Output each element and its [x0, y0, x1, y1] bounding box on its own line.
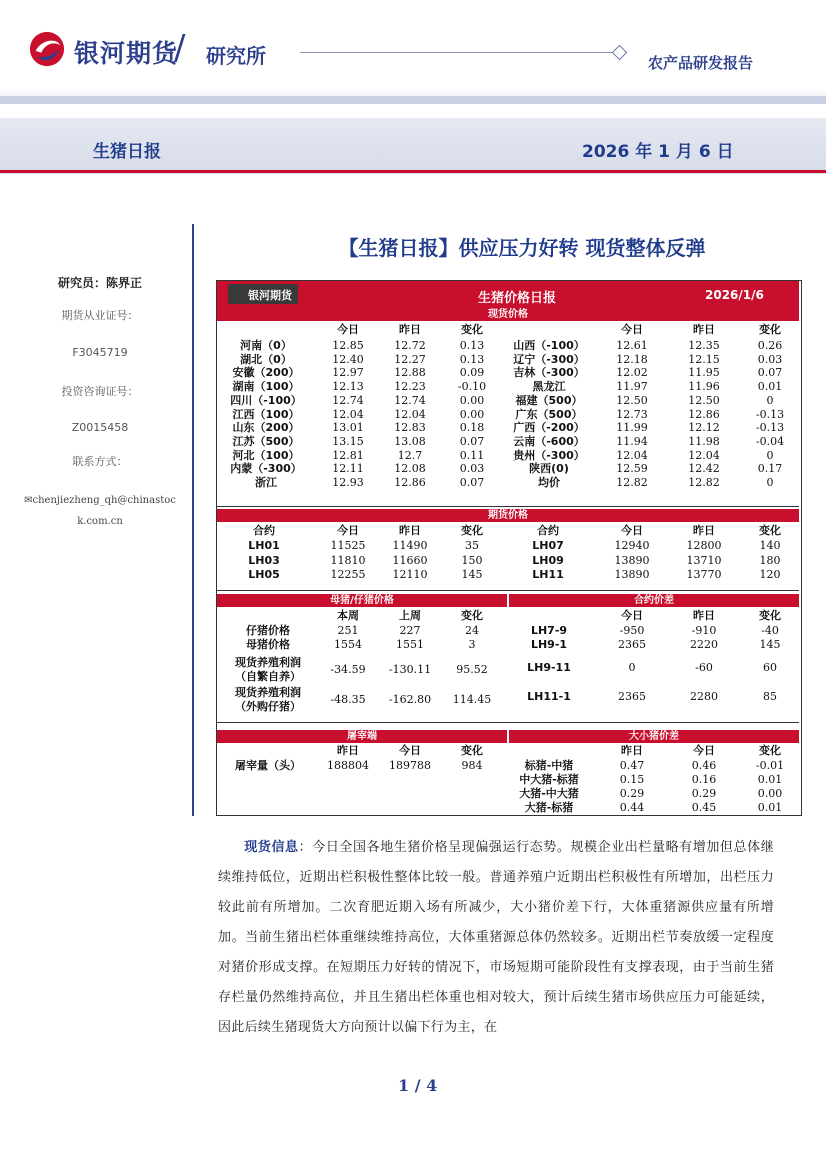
spot-value: 12.74 [394, 393, 426, 407]
institute-name: 研究所 [206, 44, 266, 68]
spot-value: 12.59 [616, 462, 648, 476]
futures-value: LH01 [248, 539, 280, 552]
spot-value: 0.01 [757, 380, 783, 394]
brand-name: 银河期货 [74, 39, 179, 68]
size-col-header: 今日 [693, 744, 715, 757]
size-value: 0.44 [619, 801, 645, 814]
size-value: 0.16 [691, 773, 717, 786]
spot-value: 11.99 [616, 421, 648, 435]
spot-value: 13.15 [332, 434, 364, 448]
futures-value: 12940 [614, 539, 650, 552]
futures-value: 12800 [686, 539, 722, 552]
spot-value: 12.40 [332, 352, 364, 366]
size-value: 中大猪-标猪 [519, 773, 579, 786]
spot-value: 0.17 [757, 462, 783, 476]
spot-value: 12.7 [397, 448, 423, 462]
futures-value: 11660 [392, 553, 428, 567]
size-value: 0.47 [619, 759, 645, 772]
spot-region: 河北（100） [232, 448, 300, 462]
futures-value: 13890 [614, 553, 650, 567]
futures-value: 13710 [686, 553, 722, 567]
futures-col-header: 合约 [537, 524, 559, 537]
spot-value: -0.04 [755, 434, 785, 448]
sow-label-sub: （外购仔猪） [235, 700, 301, 713]
spot-region: 吉林（-300） [513, 366, 585, 380]
futures-value: 11490 [392, 539, 428, 552]
spot-region: 贵州（-300） [513, 448, 585, 462]
spot-value: 0.03 [459, 462, 485, 476]
section-title: 生猪日报 [93, 142, 161, 162]
spot-region: 浙江 [255, 476, 277, 489]
report-date: 2026 年 1 月 6 日 [582, 142, 734, 162]
spot-value: 12.04 [688, 448, 720, 462]
futures-value: 11810 [330, 553, 366, 567]
consult-label: 投资咨询证号： [61, 385, 139, 398]
size-value: 0.45 [691, 801, 717, 814]
spot-value: 0.00 [459, 407, 485, 421]
futures-value: 12255 [330, 568, 366, 581]
spot-value: 12.73 [616, 407, 648, 421]
spot-value: 0.00 [459, 393, 485, 407]
sow-value: -130.11 [388, 663, 432, 676]
spread-col-header: 变化 [759, 609, 781, 622]
spread-value: LH11-1 [527, 690, 571, 703]
spot-value: 11.96 [688, 380, 720, 394]
consult-number: Z0015458 [71, 421, 129, 434]
spot-value: 12.86 [394, 476, 426, 489]
size-value: 标猪-中猪 [524, 759, 574, 772]
spot-value: 12.86 [688, 407, 720, 421]
spread-value: LH9-11 [527, 661, 571, 674]
futures-value: 180 [759, 553, 781, 567]
spot-region: 山东（200） [232, 421, 300, 435]
spot-value: 13.08 [394, 434, 426, 448]
spot-region: 安徽（200） [232, 366, 300, 380]
futures-value: 13770 [686, 568, 722, 581]
futures-value: 13890 [614, 568, 650, 581]
table-logo-text: 银河期货 [248, 289, 292, 302]
size-value: 0.01 [757, 801, 783, 814]
table-divider [217, 590, 799, 591]
spot-region: 四川（-100） [230, 393, 302, 407]
spot-value: 12.04 [616, 448, 648, 462]
license-number: F3045719 [72, 346, 128, 359]
futures-value: 150 [461, 553, 483, 567]
futures-value: 140 [759, 539, 781, 552]
spot-region: 山西（-100） [513, 339, 585, 352]
spot-value: 12.02 [616, 366, 648, 380]
futures-value: 35 [465, 539, 479, 552]
futures-col-header: 昨日 [693, 524, 715, 537]
sow-label: 仔猪价格 [246, 624, 290, 637]
spot-col-header: 变化 [461, 323, 483, 336]
spread-value: 60 [763, 661, 777, 674]
futures-value: 145 [461, 568, 483, 581]
spread-section-header: 合约价差 [509, 594, 799, 607]
spot-value: 12.23 [394, 380, 426, 394]
slaughter-section-header: 屠宰端 [217, 730, 507, 743]
size-value: 0.29 [691, 787, 717, 800]
commentary-text: ：今日全国各地生猪价格呈现偏强运行态势。规模企业出栏量略有增加但总体继续维持低位，近期出栏积极性整体比较一般。普通养殖户近期出栏积极性有所增加，出栏压力较此前有所增加。二次育肥近期入场有所减少，大小猪价差下行，大体重猪源供应量有所增加。当前生猪出栏体重继续维持高位，大体重猪源总体仍然较多。近期出栏节奏放缓一定程度对猪价形成支撑。在短期压力好转的情况下，市场短期可能阶段性有支撑表现，由于当前生猪存栏量仍然维持高位，并且生猪出栏体重也相对较大，预计后续生猪市场供应压力可能延续，因此后续生猪现货大方向预计以偏下行为主，在 [218, 840, 774, 1035]
spot-value: 0.07 [459, 476, 485, 489]
size-section-header: 大小猪价差 [509, 730, 799, 743]
futures-col-header: 今日 [621, 524, 643, 537]
spread-value: 145 [759, 638, 781, 651]
spread-value: 2220 [690, 638, 718, 651]
slaughter-col-header: 变化 [461, 744, 483, 757]
spot-value: 12.72 [394, 339, 426, 352]
spread-value: 2280 [690, 690, 718, 703]
spot-value: 11.97 [616, 380, 648, 394]
size-value: 0.00 [757, 787, 783, 800]
sow-value: 251 [337, 624, 359, 637]
spot-region: 黑龙江 [532, 380, 566, 394]
sow-value: 1554 [334, 638, 362, 651]
spot-value: 12.83 [394, 421, 426, 435]
spot-value: -0.13 [755, 407, 785, 421]
spot-value: 12.13 [332, 380, 364, 394]
table-divider [217, 722, 799, 723]
commentary-label: 现货信息 [244, 840, 299, 855]
header-stripe [0, 96, 826, 104]
spot-value: 0.03 [757, 352, 783, 366]
spot-value: 12.04 [394, 407, 426, 421]
spread-value: LH7-9 [530, 624, 568, 637]
spot-value: 11.94 [616, 434, 648, 448]
spot-value: 0.13 [459, 339, 485, 352]
slaughter-col-header: 今日 [399, 744, 421, 757]
spot-value: 0 [766, 448, 774, 462]
sow-value: 24 [465, 624, 479, 637]
spread-value: -950 [619, 624, 645, 637]
spread-value: 85 [763, 690, 777, 703]
futures-section-header: 期货价格 [217, 509, 799, 522]
contact-email[interactable]: ✉chenjiezheng_qh@chinastock.com.cn [24, 495, 176, 527]
sow-value: 114.45 [452, 693, 492, 706]
futures-col-header: 变化 [759, 524, 781, 537]
spot-value: 0 [766, 393, 774, 407]
spot-region: 湖南（100） [232, 380, 300, 394]
sow-value: -162.80 [388, 693, 432, 706]
spot-region: 辽宁（-300） [513, 352, 585, 366]
spot-value: -0.10 [457, 380, 487, 394]
spot-value: 12.88 [394, 366, 426, 380]
size-value: -0.01 [755, 759, 785, 772]
spot-value: 12.85 [332, 339, 364, 352]
spot-region: 湖北（0） [240, 352, 292, 366]
spot-value: 13.01 [332, 421, 364, 435]
spread-value: -60 [695, 661, 713, 674]
sow-label: 现货养殖利润 [235, 686, 301, 699]
spot-col-header: 今日 [337, 323, 359, 336]
futures-col-header: 合约 [253, 524, 275, 537]
sidebar-divider [192, 224, 194, 816]
spot-value: 12.11 [332, 462, 364, 476]
slaughter-col-header: 昨日 [337, 744, 359, 757]
header-rule [300, 52, 616, 53]
spot-value: 12.50 [616, 393, 648, 407]
sow-col-header: 本周 [337, 609, 359, 622]
spot-value: 0.07 [757, 366, 783, 380]
spot-value: 0.18 [459, 421, 485, 435]
spread-col-header: 今日 [621, 609, 643, 622]
spot-value: 0.26 [757, 339, 783, 352]
spot-value: 11.98 [688, 434, 720, 448]
spot-col-header: 昨日 [693, 323, 715, 336]
futures-value: 120 [759, 568, 781, 581]
futures-value: LH03 [248, 553, 280, 567]
sow-value: 227 [399, 624, 421, 637]
spot-value: 0.11 [459, 448, 485, 462]
spot-value: 12.74 [332, 393, 364, 407]
spot-value: 12.18 [616, 352, 648, 366]
spot-region: 内蒙（-300） [230, 462, 302, 476]
spot-col-header: 昨日 [399, 323, 421, 336]
brand-slash: / [174, 28, 186, 68]
spot-value: 12.08 [394, 462, 426, 476]
title-band-rule [0, 170, 826, 173]
spot-value: 0.09 [459, 366, 485, 380]
spot-value: 12.93 [332, 476, 364, 489]
spot-col-header: 变化 [759, 323, 781, 336]
sow-label-sub: （自繁自养） [235, 670, 301, 683]
spot-value: 0.13 [459, 352, 485, 366]
spot-value: 0 [766, 476, 774, 489]
sow-col-header: 上周 [399, 609, 421, 622]
size-col-header: 昨日 [621, 744, 643, 757]
spot-col-header: 今日 [621, 323, 643, 336]
futures-col-header: 昨日 [399, 524, 421, 537]
spot-value: 11.95 [688, 366, 720, 380]
spread-value: LH9-1 [530, 638, 568, 651]
spot-value: 12.82 [616, 476, 648, 489]
spot-value: 0.07 [459, 434, 485, 448]
spot-value: 12.35 [688, 339, 720, 352]
futures-value: LH09 [532, 553, 564, 567]
contact-label: 联系方式： [72, 455, 128, 468]
futures-value: LH05 [248, 568, 280, 581]
sow-value: 95.52 [456, 663, 488, 676]
spot-region: 江西（100） [232, 407, 300, 421]
futures-value: 11525 [330, 539, 366, 552]
mail-icon: ✉ [24, 495, 33, 506]
spot-value: 12.27 [394, 352, 426, 366]
galaxy-logo-icon [28, 30, 66, 68]
spot-region: 陕西(0) [529, 462, 569, 476]
sow-label: 母猪价格 [246, 638, 290, 651]
spot-value: 12.42 [688, 462, 720, 476]
report-headline: 【生猪日报】供应压力好转 现货整体反弹 [338, 236, 706, 260]
spot-region: 广西（-200） [513, 421, 585, 435]
spot-region: 江苏（500） [232, 434, 300, 448]
size-value: 大猪-标猪 [524, 801, 574, 814]
spot-value: 12.15 [688, 352, 720, 366]
sow-section-header: 母猪/仔猪价格 [217, 594, 507, 607]
spot-value: 12.97 [332, 366, 364, 380]
spot-value: 12.81 [332, 448, 364, 462]
slaughter-value: 189788 [389, 759, 431, 772]
futures-value: 12110 [392, 568, 428, 581]
spot-value: 12.04 [332, 407, 364, 421]
spread-col-header: 昨日 [693, 609, 715, 622]
slaughter-label: 屠宰量（头） [235, 759, 301, 772]
spot-region: 均价 [538, 476, 560, 489]
spot-section-header: 现货价格 [217, 308, 799, 321]
spot-region: 广东（500） [515, 407, 583, 421]
slaughter-value: 984 [461, 759, 483, 772]
futures-col-header: 今日 [337, 524, 359, 537]
sow-value: 1551 [396, 638, 424, 651]
analyst-name: 研究员：陈界正 [57, 276, 142, 290]
size-value: 大猪-中大猪 [519, 787, 579, 800]
spread-value: 0 [628, 661, 636, 674]
report-type: 农产品研发报告 [648, 54, 754, 72]
futures-value: LH11 [532, 568, 564, 581]
spot-region: 福建（500） [515, 393, 583, 407]
spot-value: -0.13 [755, 421, 785, 435]
page-number: 1 / 4 [398, 1076, 438, 1095]
futures-col-header: 变化 [461, 524, 483, 537]
spot-value: 12.12 [688, 421, 720, 435]
spot-commentary [218, 833, 774, 1043]
table-divider [217, 506, 799, 507]
spot-value: 12.82 [688, 476, 720, 489]
license-label: 期货从业证号： [61, 309, 139, 322]
sow-value: -34.59 [330, 663, 366, 676]
spread-value: 2365 [618, 690, 646, 703]
spot-value: 12.50 [688, 393, 720, 407]
futures-value: LH07 [532, 539, 564, 552]
table-name: 生猪价格日报 [478, 291, 557, 306]
sow-col-header: 变化 [461, 609, 483, 622]
spot-region: 河南（0） [240, 339, 292, 352]
spot-value: 12.61 [616, 339, 648, 352]
slaughter-value: 188804 [327, 759, 369, 772]
size-value: 0.29 [619, 787, 645, 800]
spread-value: 2365 [618, 638, 646, 651]
sow-label: 现货养殖利润 [235, 656, 301, 669]
size-value: 0.46 [691, 759, 717, 772]
size-col-header: 变化 [759, 744, 781, 757]
table-date: 2026/1/6 [705, 288, 764, 302]
size-value: 0.15 [619, 773, 645, 786]
size-value: 0.01 [757, 773, 783, 786]
spread-value: -40 [761, 624, 779, 637]
spot-region: 云南（-600） [513, 434, 585, 448]
sow-value: 3 [468, 638, 476, 651]
spread-value: -910 [691, 624, 717, 637]
sow-value: -48.35 [330, 693, 366, 706]
